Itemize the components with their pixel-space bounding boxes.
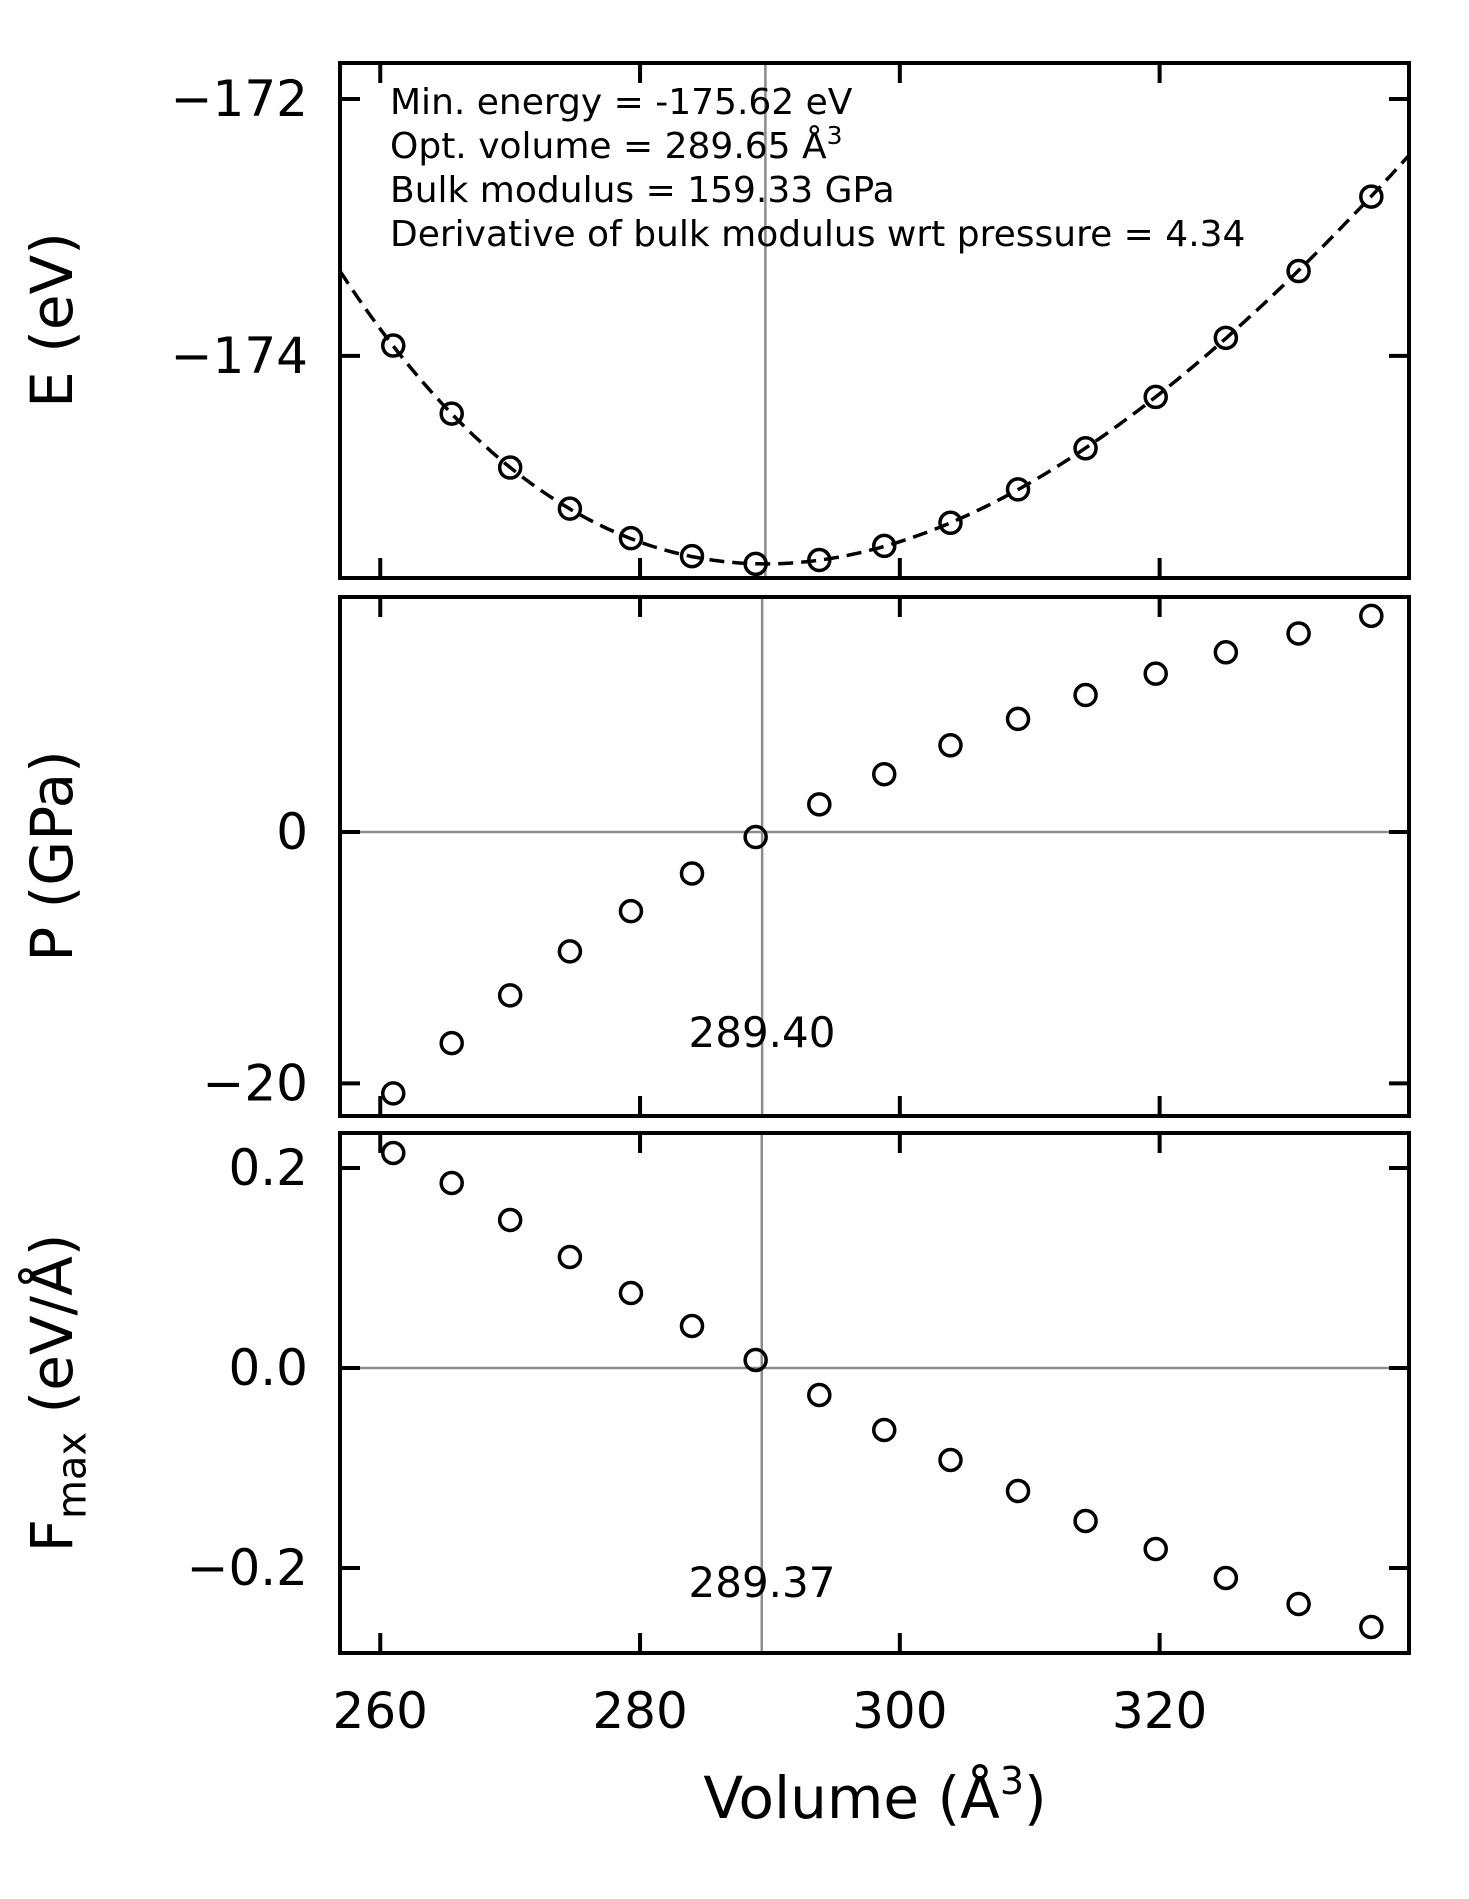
data-point-marker: [1288, 1594, 1309, 1615]
y-tick-label: −0.2: [186, 1539, 308, 1597]
panel-frame: [340, 597, 1409, 1116]
data-point-marker: [1075, 685, 1096, 706]
data-point-marker: [500, 985, 521, 1006]
x-axis-label: Volume $(Å^3)$: [703, 1759, 1047, 1832]
data-point-marker: [620, 1283, 641, 1304]
data-point-marker: [1145, 663, 1166, 684]
data-point-marker: [383, 335, 404, 356]
data-point-marker: [559, 941, 580, 962]
y-tick-label: −172: [170, 69, 308, 128]
fit-annotation-line: Bulk modulus = 159.33 GPa: [390, 170, 895, 211]
data-point-marker: [620, 901, 641, 922]
data-point-marker: [682, 1316, 703, 1337]
data-point-marker: [1008, 708, 1029, 729]
data-point-marker: [1215, 1568, 1236, 1589]
data-point-marker: [940, 512, 961, 533]
data-point-marker: [500, 1210, 521, 1231]
fit-annotation-line: Min. energy = -175.62 eV: [390, 82, 853, 123]
data-point-marker: [874, 1420, 895, 1441]
data-point-marker: [940, 735, 961, 756]
data-point-marker: [441, 1173, 462, 1194]
y-tick-label: 0.2: [228, 1139, 308, 1197]
data-point-marker: [1008, 1481, 1029, 1502]
data-point-marker: [940, 1450, 961, 1471]
x-tick-label: 300: [852, 1682, 948, 1740]
y-tick-label: 0.0: [228, 1339, 308, 1397]
pressure-vline-label: 289.40: [688, 1008, 836, 1057]
fit-annotation-line: Opt. volume = 289.65 $Å^3$: [390, 121, 843, 167]
panel-frame: [340, 1133, 1409, 1653]
data-point-marker: [1361, 605, 1382, 626]
data-point-marker: [1075, 1511, 1096, 1532]
data-point-marker: [809, 794, 830, 815]
y-tick-label: −174: [170, 326, 308, 385]
data-point-marker: [809, 1385, 830, 1406]
data-point-marker: [1215, 642, 1236, 663]
data-point-marker: [441, 403, 462, 424]
data-point-marker: [1288, 623, 1309, 644]
y-tick-label: −20: [202, 1054, 308, 1113]
fmax-vline-label: 289.37: [688, 1558, 836, 1607]
x-tick-label: 280: [592, 1682, 688, 1740]
fit-annotation-line: Derivative of bulk modulus wrt pressure = 4.34: [390, 214, 1246, 255]
data-point-marker: [1145, 1539, 1166, 1560]
data-point-marker: [874, 535, 895, 556]
data-point-marker: [441, 1033, 462, 1054]
data-point-marker: [383, 1143, 404, 1164]
data-point-marker: [383, 1083, 404, 1104]
x-tick-label: 260: [332, 1682, 428, 1740]
x-tick-label: 320: [1111, 1682, 1208, 1740]
y-axis-label-energy: E (eV): [18, 232, 86, 408]
data-point-marker: [559, 1247, 580, 1268]
y-axis-label-fmax: $F_{max}$ (eV/Å): [18, 1233, 96, 1553]
data-point-marker: [1361, 1617, 1382, 1638]
y-axis-label-pressure: P (GPa): [18, 750, 86, 962]
data-point-marker: [874, 764, 895, 785]
y-tick-label: 0: [276, 802, 308, 861]
data-point-marker: [682, 863, 703, 884]
